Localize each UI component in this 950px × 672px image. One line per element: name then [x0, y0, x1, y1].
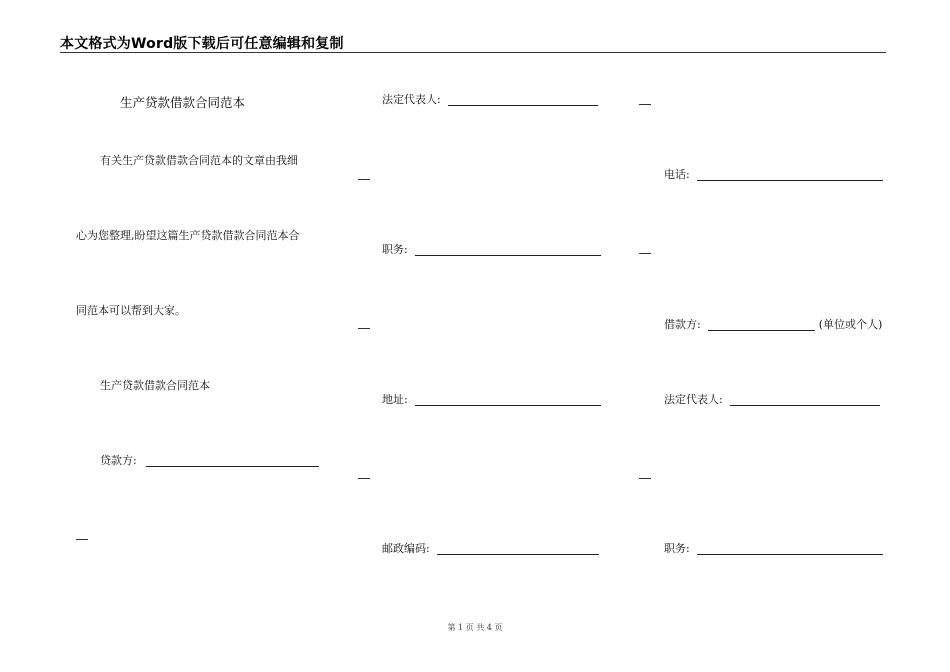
position-blank: [415, 243, 601, 256]
document-header-title: 本文格式为Word版下载后可任意编辑和复制: [60, 36, 344, 52]
intro-line-1: 有关生产贷款借款合同范本的文章由我细: [100, 154, 298, 167]
intro-line-3: 同范本可以帮到大家。: [76, 304, 186, 317]
header-divider: [60, 52, 886, 53]
legal-rep-blank: [448, 93, 598, 106]
dash-mark: [76, 539, 88, 540]
borrower-field: [664, 318, 882, 332]
dash-mark: [639, 253, 651, 254]
position-label: 职务:: [382, 243, 408, 256]
postcode-label: 邮政编码:: [382, 542, 430, 555]
address-blank: [415, 393, 601, 406]
section-title: 生产贷款借款合同范本: [100, 379, 210, 392]
dash-mark: [639, 104, 651, 105]
document-title: 生产贷款借款合同范本: [120, 95, 246, 110]
postcode-blank: [437, 542, 599, 555]
borrower-blank: [708, 318, 815, 331]
borrower-note: (单位或个人): [818, 318, 883, 331]
lender-label: 贷款方:: [100, 454, 137, 467]
address-field: [382, 393, 601, 407]
borrower-legal-rep-blank: [730, 393, 880, 406]
postcode-field: [382, 542, 599, 556]
lender-field: [100, 454, 319, 468]
dash-mark: [358, 328, 370, 329]
borrower-position-field: [664, 542, 883, 556]
borrower-position-blank: [697, 542, 883, 555]
legal-rep-field: [382, 93, 598, 107]
position-field: [382, 243, 601, 257]
lender-blank: [146, 454, 319, 467]
intro-line-2: 心为您整理,盼望这篇生产贷款借款合同范本合: [76, 229, 300, 242]
dash-mark: [358, 179, 370, 180]
borrower-position-label: 职务:: [664, 542, 690, 555]
address-label: 地址:: [382, 393, 408, 406]
phone-field: [664, 168, 883, 182]
phone-blank: [697, 168, 883, 181]
phone-label: 电话:: [664, 168, 690, 181]
borrower-legal-rep-label: 法定代表人:: [664, 393, 723, 406]
page-number: 第 1 页 共 4 页: [447, 623, 503, 632]
dash-mark: [639, 478, 651, 479]
borrower-label: 借款方:: [664, 318, 701, 331]
legal-rep-label: 法定代表人:: [382, 93, 441, 106]
dash-mark: [358, 478, 370, 479]
borrower-legal-rep-field: [664, 393, 880, 407]
